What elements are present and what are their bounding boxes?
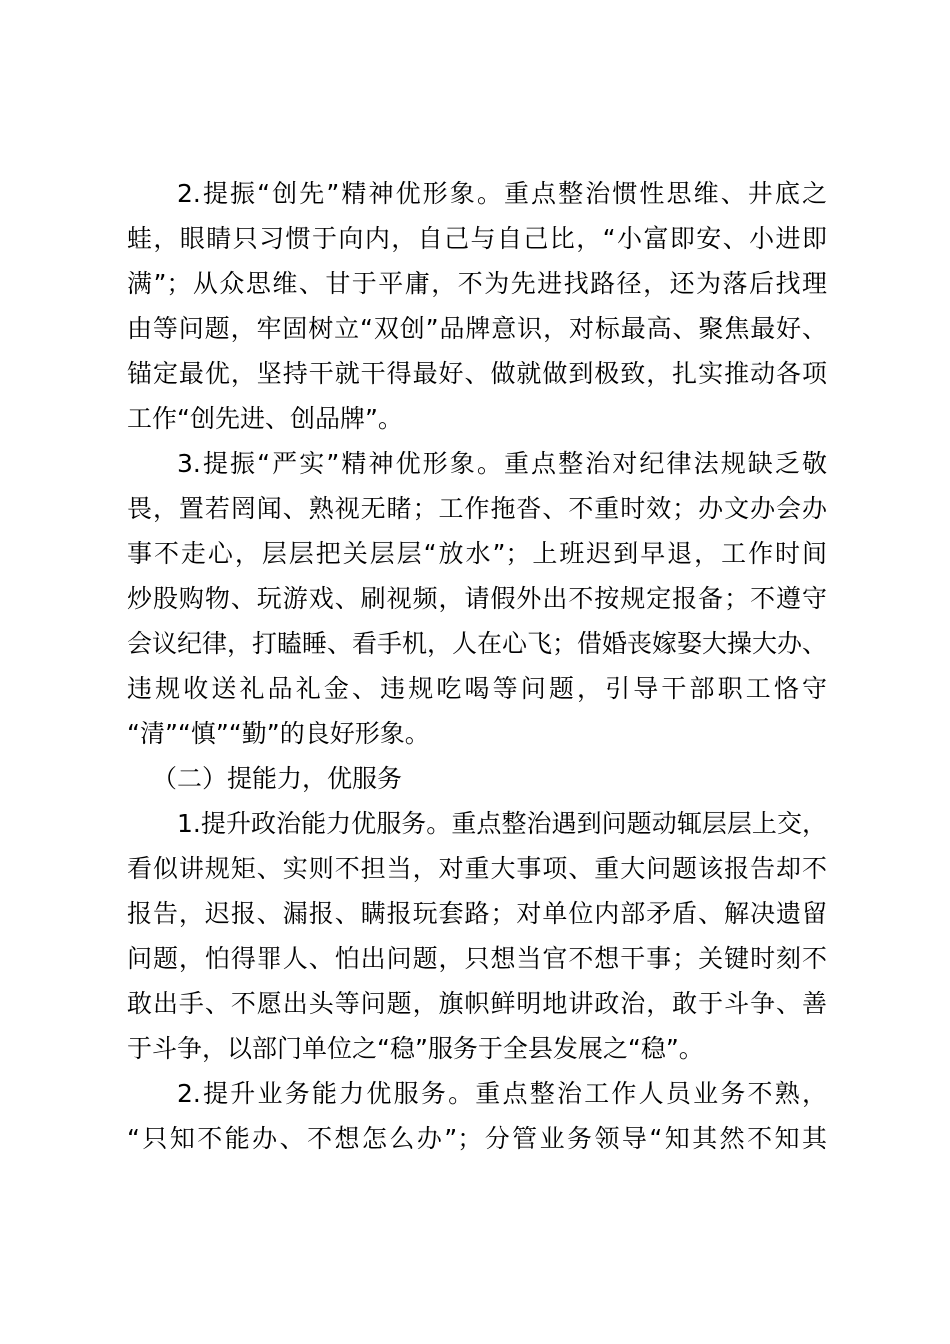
paragraph-line: 炒股购物、玩游戏、刷视频，请假外出不按规定报备；不遵守 <box>127 584 827 613</box>
paragraph-line: 2.提振“创先”精神优形象。重点整治惯性思维、井底之 <box>177 179 827 208</box>
paragraph-line: “只知不能办、不想怎么办”；分管业务领导“知其然不知其 <box>127 1124 827 1153</box>
paragraph-line: “清”“慎”“勤”的良好形象。 <box>127 719 430 748</box>
paragraph-line: 满”；从众思维、甘于平庸，不为先进找路径，还为落后找理 <box>127 269 827 298</box>
paragraph-line: 违规收送礼品礼金、违规吃喝等问题，引导干部职工恪守 <box>127 674 827 703</box>
paragraph-line: 报告，迟报、漏报、瞒报玩套路；对单位内部矛盾、解决遗留 <box>127 899 827 928</box>
section-heading: （二）提能力，优服务 <box>152 764 403 793</box>
paragraph-line: 畏，置若罔闻、熟视无睹；工作拖沓、不重时效；办文办会办 <box>127 494 827 523</box>
paragraph-line: 于斗争，以部门单位之“稳”服务于全县发展之“稳”。 <box>127 1034 704 1063</box>
paragraph-line: 蛙，眼睛只习惯于向内，自己与自己比，“小富即安、小进即 <box>127 224 827 253</box>
paragraph-line: 看似讲规矩、实则不担当，对重大事项、重大问题该报告却不 <box>127 854 827 883</box>
paragraph-line: 问题，怕得罪人、怕出问题，只想当官不想干事；关键时刻不 <box>127 944 827 973</box>
paragraph-line: 锚定最优，坚持干就干得最好、做就做到极致，扎实推动各项 <box>127 359 827 388</box>
paragraph-line: 2.提升业务能力优服务。重点整治工作人员业务不熟， <box>177 1079 827 1108</box>
paragraph-line: 工作“创先进、创品牌”。 <box>127 404 403 433</box>
paragraph-line: 1.提升政治能力优服务。重点整治遇到问题动辄层层上交， <box>177 809 827 838</box>
paragraph-line: 敢出手、不愿出头等问题，旗帜鲜明地讲政治，敢于斗争、善 <box>127 989 827 1018</box>
paragraph-line: 会议纪律，打瞌睡、看手机，人在心飞；借婚丧嫁娶大操大办、 <box>127 629 828 658</box>
paragraph-line: 3.提振“严实”精神优形象。重点整治对纪律法规缺乏敬 <box>177 449 827 478</box>
paragraph-line: 事不走心，层层把关层层“放水”；上班迟到早退，工作时间 <box>127 539 827 568</box>
paragraph-line: 由等问题，牢固树立“双创”品牌意识，对标最高、聚焦最好、 <box>127 314 827 343</box>
